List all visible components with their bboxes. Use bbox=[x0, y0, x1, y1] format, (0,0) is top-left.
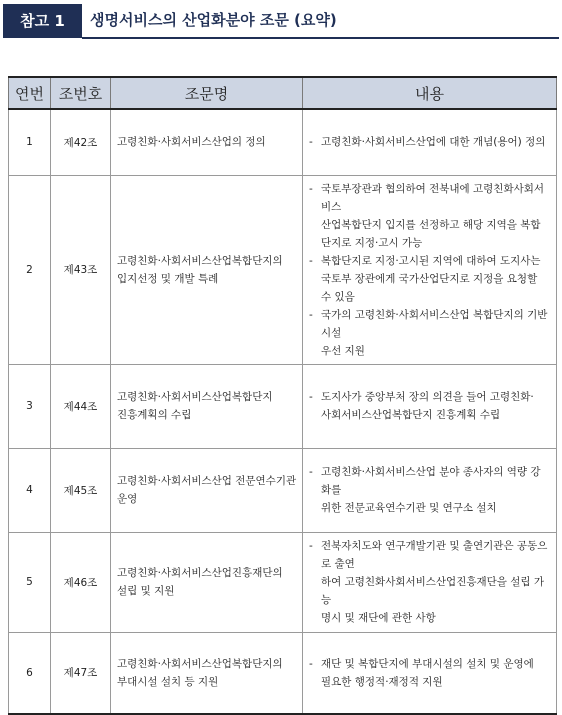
provision-content bbox=[303, 109, 557, 175]
content-line: 위한 전문교육연수기관 및 연구소 설치 bbox=[321, 502, 497, 514]
table-row bbox=[9, 109, 557, 175]
article-number: 제46조 bbox=[51, 532, 111, 632]
provision-name-line: 진흥계획의 수립 bbox=[117, 409, 192, 421]
provision-name-line: 운영 bbox=[117, 493, 138, 505]
provision-name-line: 고령친화·사회서비스산업복합단지 bbox=[117, 391, 273, 403]
provision-name bbox=[111, 109, 303, 175]
bullet-dash: - bbox=[309, 308, 313, 321]
content-line: 산업복합단지 입지를 선정하고 해당 지역을 복합 bbox=[321, 218, 541, 231]
row-number: 5 bbox=[9, 532, 51, 632]
content-line: 전북자치도와 연구개발기관 및 출연기관은 공동으로 출연 bbox=[321, 540, 548, 570]
content-line: 도지사가 중앙부처 장의 의견을 들어 고령친화· bbox=[321, 391, 534, 403]
content-bullet bbox=[309, 252, 550, 306]
content-bullet bbox=[309, 537, 550, 627]
provision-content bbox=[303, 364, 557, 448]
row-number: 6 bbox=[9, 632, 51, 714]
section-header bbox=[3, 4, 559, 38]
content-line: 국토부장관과 협의하여 전북내에 고령친화사회서비스 bbox=[321, 182, 545, 213]
article-number: 제47조 bbox=[51, 632, 111, 714]
provision-name bbox=[111, 364, 303, 448]
provision-name-line: 고령친화·사회서비스산업의 정의 bbox=[117, 136, 266, 149]
column-header-name: 조문명 bbox=[111, 77, 303, 109]
column-header-content: 내용 bbox=[303, 77, 557, 109]
content-bullet bbox=[309, 463, 550, 517]
provision-name-line: 고령친화·사회서비스산업 전문연수기관 bbox=[117, 475, 297, 487]
row-number: 3 bbox=[9, 364, 51, 448]
article-number: 제44조 bbox=[51, 364, 111, 448]
bullet-dash: - bbox=[309, 657, 313, 670]
provision-name-line: 입지선정 및 개발 특례 bbox=[117, 272, 219, 285]
table-row bbox=[9, 175, 557, 364]
table-header-row bbox=[9, 77, 557, 109]
article-number: 제42조 bbox=[51, 109, 111, 175]
provision-name-line: 고령친화·사회서비스산업진흥재단의 bbox=[117, 567, 283, 579]
table-row bbox=[9, 448, 557, 532]
row-number: 4 bbox=[9, 448, 51, 532]
content-line: 필요한 행정적·재정적 지원 bbox=[321, 675, 443, 688]
bullet-dash: - bbox=[309, 254, 313, 267]
content-bullet bbox=[309, 306, 550, 360]
content-line: 복합단지로 지정·고시된 지역에 대하여 도지사는 bbox=[321, 254, 541, 267]
row-number: 1 bbox=[9, 109, 51, 175]
title-underline bbox=[82, 37, 559, 39]
content-line: 고령친화·사회서비스산업에 대한 개념(용어) 정의 bbox=[321, 136, 546, 149]
bullet-dash: - bbox=[309, 540, 313, 552]
content-line: 재단 및 복합단지에 부대시설의 설치 및 운영에 bbox=[321, 657, 534, 670]
column-header-article: 조번호 bbox=[51, 77, 111, 109]
content-line: 국토부 장관에게 국가산업단지로 지정을 요청할 수 있음 bbox=[321, 272, 538, 303]
provision-name bbox=[111, 632, 303, 714]
provision-name bbox=[111, 175, 303, 364]
article-number: 제45조 bbox=[51, 448, 111, 532]
provision-content bbox=[303, 175, 557, 364]
content-line: 단지로 지정·고시 가능 bbox=[321, 236, 423, 249]
table-row bbox=[9, 364, 557, 448]
bullet-dash: - bbox=[309, 182, 313, 195]
bullet-dash: - bbox=[309, 391, 313, 403]
content-bullet bbox=[309, 133, 550, 151]
row-number: 2 bbox=[9, 175, 51, 364]
bullet-dash: - bbox=[309, 136, 313, 149]
provision-content bbox=[303, 448, 557, 532]
page-title: 생명서비스의 산업화분야 조문 (요약) bbox=[90, 11, 337, 29]
content-bullet bbox=[309, 180, 550, 252]
provisions-table bbox=[8, 76, 557, 715]
content-line: 사회서비스산업복합단지 진흥계획 수립 bbox=[321, 409, 501, 421]
bullet-dash: - bbox=[309, 466, 313, 478]
provision-name bbox=[111, 532, 303, 632]
content-line: 우선 지원 bbox=[321, 344, 365, 357]
column-header-no: 연번 bbox=[9, 77, 51, 109]
reference-badge: 참고 1 bbox=[3, 4, 82, 38]
table-row bbox=[9, 632, 557, 714]
provision-content bbox=[303, 632, 557, 714]
provision-name-line: 고령친화·사회서비스산업복합단지의 bbox=[117, 657, 283, 670]
content-line: 하여 고령친화사회서비스산업진흥재단을 설립 가능 bbox=[321, 576, 545, 606]
content-bullet bbox=[309, 655, 550, 691]
content-line: 명시 및 재단에 관한 사항 bbox=[321, 612, 436, 624]
article-number: 제43조 bbox=[51, 175, 111, 364]
provision-name-line: 부대시설 설치 등 지원 bbox=[117, 675, 219, 688]
provision-name bbox=[111, 448, 303, 532]
provision-name-line: 고령친화·사회서비스산업복합단지의 bbox=[117, 254, 283, 267]
content-bullet bbox=[309, 388, 550, 424]
content-line: 고령친화·사회서비스산업 분야 종사자의 역량 강화를 bbox=[321, 466, 541, 496]
content-line: 국가의 고령친화·사회서비스산업 복합단지의 기반시설 bbox=[321, 308, 548, 339]
table-row bbox=[9, 532, 557, 632]
provision-content bbox=[303, 532, 557, 632]
provision-name-line: 설립 및 지원 bbox=[117, 585, 175, 597]
